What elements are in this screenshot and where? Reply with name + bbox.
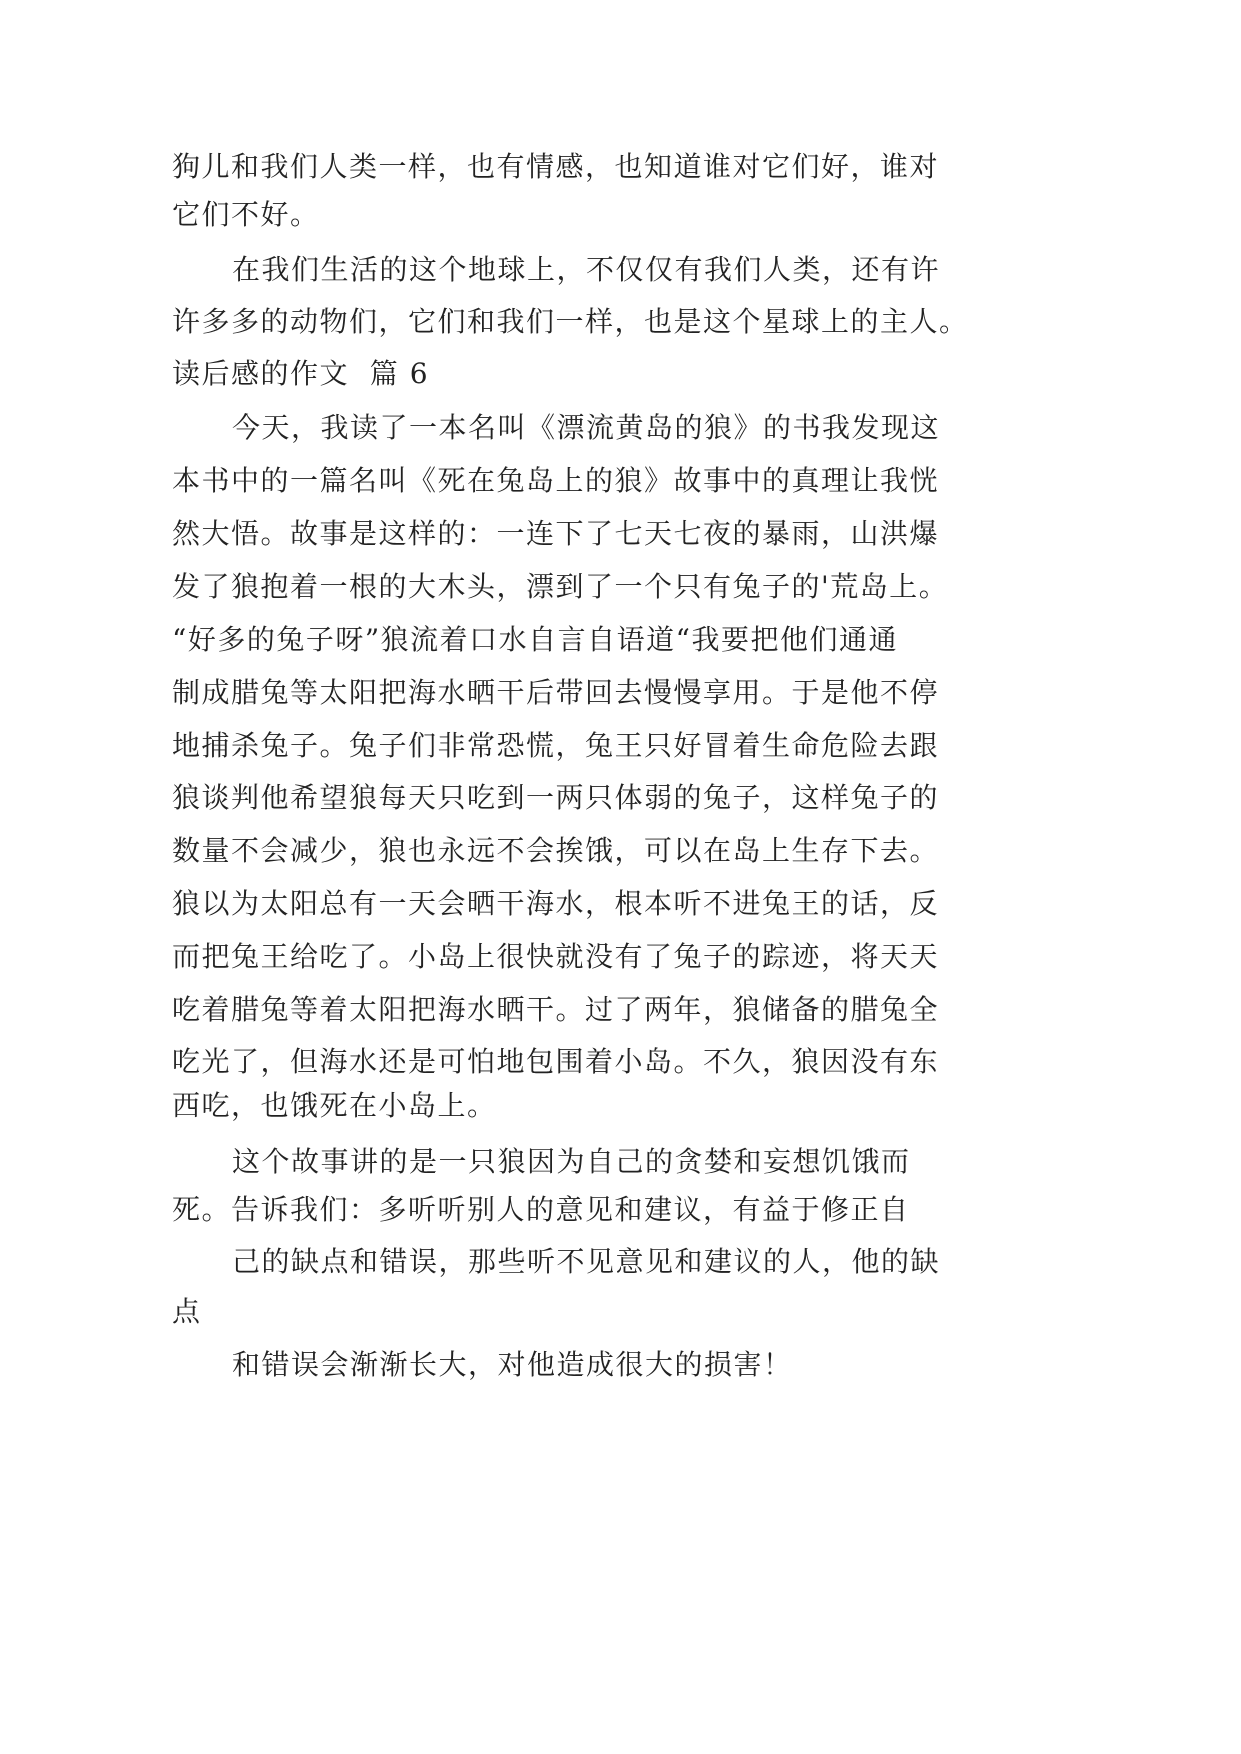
section-heading: 读后感的作文 篇 6 bbox=[172, 357, 430, 390]
text-line: 狗儿和我们人类一样，也有情感，也知道谁对它们好，谁对 bbox=[172, 150, 940, 183]
text-line: 地捕杀兔子。兔子们非常恐慌，兔王只好冒着生命危险去跟 bbox=[172, 729, 940, 762]
text-line: 吃光了，但海水还是可怕地包围着小岛。不久，狼因没有东 bbox=[172, 1045, 940, 1078]
text-line: 狼以为太阳总有一天会晒干海水，根本听不进兔王的话，反 bbox=[172, 887, 940, 920]
text-line: 它们不好。 bbox=[172, 198, 320, 231]
text-line: 而把兔王给吃了。小岛上很快就没有了兔子的踪迹，将天天 bbox=[172, 940, 940, 973]
text-line: 吃着腊兔等着太阳把海水晒干。过了两年，狼储备的腊兔全 bbox=[172, 993, 940, 1026]
text-line: 在我们生活的这个地球上，不仅仅有我们人类，还有许 bbox=[232, 253, 941, 286]
text-line: 点 bbox=[172, 1295, 202, 1328]
text-line: 己的缺点和错误，那些听不见意见和建议的人，他的缺 bbox=[232, 1245, 941, 1278]
text-line: 数量不会减少，狼也永远不会挨饿，可以在岛上生存下去。 bbox=[172, 834, 940, 867]
text-line: 发了狼抱着一根的大木头，漂到了一个只有兔子的'荒岛上。 bbox=[172, 570, 949, 603]
text-line: 死。告诉我们：多听听别人的意见和建议，有益于修正自 bbox=[172, 1193, 910, 1226]
text-line: 本书中的一篇名叫《死在兔岛上的狼》故事中的真理让我恍 bbox=[172, 464, 940, 497]
text-line: 和错误会渐渐长大，对他造成很大的损害！ bbox=[232, 1348, 793, 1381]
text-line: 狼谈判他希望狼每天只吃到一两只体弱的兔子，这样兔子的 bbox=[172, 781, 940, 814]
text-line: 西吃，也饿死在小岛上。 bbox=[172, 1089, 497, 1122]
text-line: 许多多的动物们，它们和我们一样，也是这个星球上的主人。 bbox=[172, 305, 969, 338]
text-line: 今天，我读了一本名叫《漂流黄岛的狼》的书我发现这 bbox=[232, 411, 941, 444]
text-line: “好多的兔子呀”狼流着口水自言自语道“我要把他们通通 bbox=[172, 623, 898, 656]
text-line: 这个故事讲的是一只狼因为自己的贪婪和妄想饥饿而 bbox=[232, 1145, 911, 1178]
text-line: 制成腊兔等太阳把海水晒干后带回去慢慢享用。于是他不停 bbox=[172, 676, 940, 709]
text-line: 然大悟。故事是这样的：一连下了七天七夜的暴雨，山洪爆 bbox=[172, 517, 940, 550]
